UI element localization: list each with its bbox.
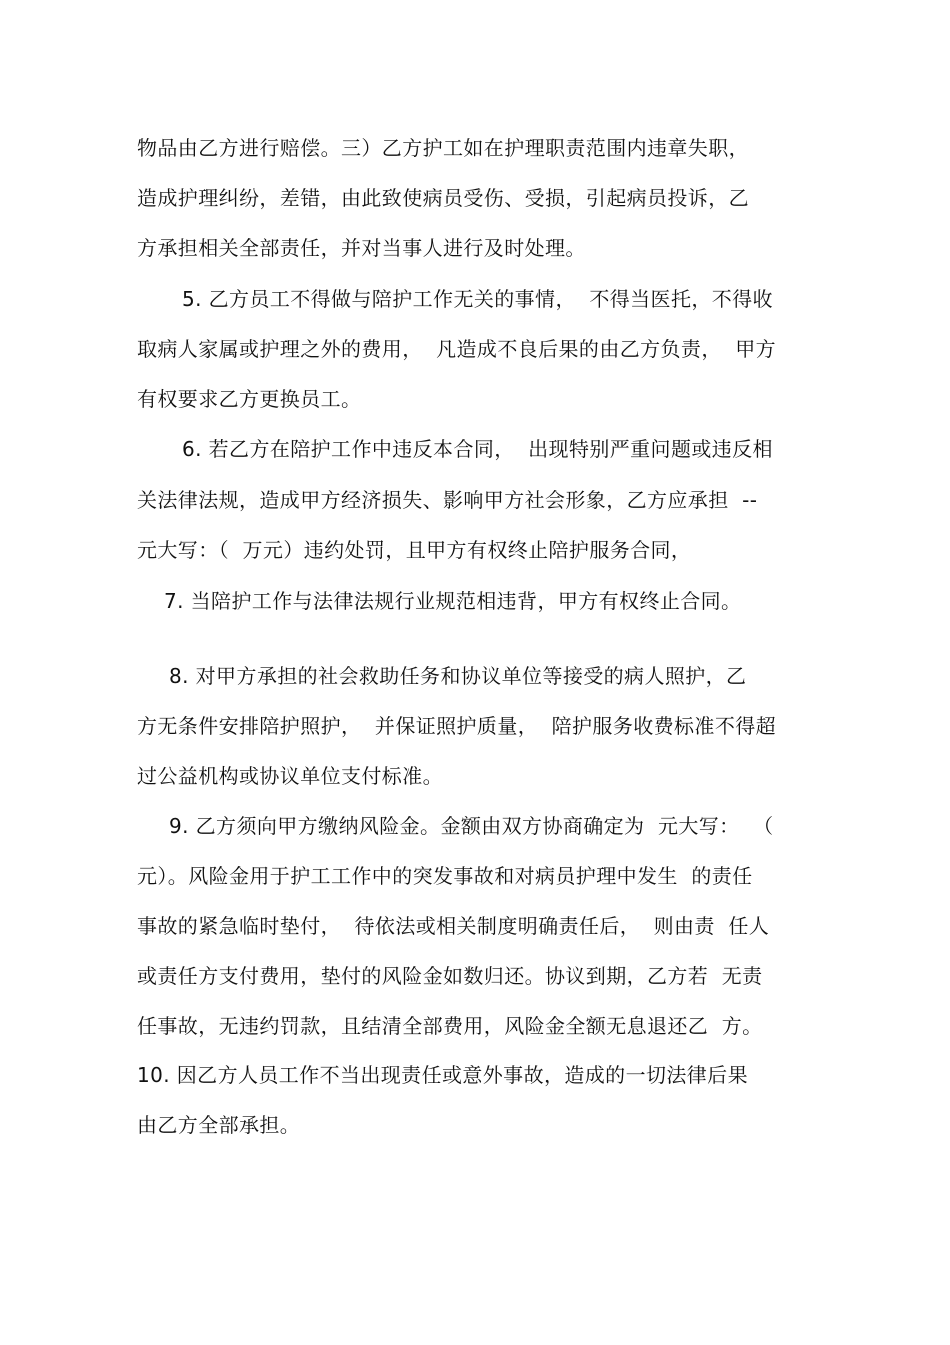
text-line: 有权要求乙方更换员工。 xyxy=(137,387,362,411)
text-line: 方承担相关全部责任，并对当事人进行及时处理。 xyxy=(137,236,586,260)
text-line: 7. 当陪护工作与法律法规行业规范相违背，甲方有权终止合同。 xyxy=(164,589,742,613)
text-line: 事故的紧急临时垫付， 待依法或相关制度明确责任后， 则由责 任人 xyxy=(137,914,770,938)
text-line: 造成护理纠纷，差错，由此致使病员受伤、受损，引起病员投诉，乙 xyxy=(137,186,749,210)
text-line: 5. 乙方员工不得做与陪护工作无关的事情， 不得当医托，不得收 xyxy=(182,287,773,311)
text-line: 由乙方全部承担。 xyxy=(137,1113,301,1137)
text-line: 取病人家属或护理之外的费用， 凡造成不良后果的由乙方负责， 甲方 xyxy=(137,337,777,361)
text-line: 9. 乙方须向甲方缴纳风险金。金额由双方协商确定为 元大写： （ xyxy=(169,814,774,838)
text-line: 8. 对甲方承担的社会救助任务和协议单位等接受的病人照护，乙 xyxy=(169,664,747,688)
text-line: 元）。风险金用于护工工作中的突发事故和对病员护理中发生 的责任 xyxy=(137,864,753,888)
text-line: 任事故，无违约罚款，且结清全部费用，风险金全额无息退还乙 方。 xyxy=(137,1014,763,1038)
text-line: 方无条件安排陪护照护， 并保证照护质量， 陪护服务收费标准不得超 xyxy=(137,714,777,738)
text-line: 元大写：（ 万元）违约处罚，且甲方有权终止陪护服务合同， xyxy=(137,538,692,562)
text-line: 物品由乙方进行赔偿。三）乙方护工如在护理职责范围内违章失职， xyxy=(137,136,749,160)
text-line: 过公益机构或协议单位支付标准。 xyxy=(137,764,443,788)
text-line: 6. 若乙方在陪护工作中违反本合同， 出现特别严重问题或违反相 xyxy=(182,437,773,461)
text-line: 或责任方支付费用，垫付的风险金如数归还。协议到期，乙方若 无责 xyxy=(137,964,763,988)
text-line: 10. 因乙方人员工作不当出现责任或意外事故，造成的一切法律后果 xyxy=(137,1063,748,1087)
text-line: 关法律法规，造成甲方经济损失、影响甲方社会形象，乙方应承担 -- xyxy=(137,488,758,512)
